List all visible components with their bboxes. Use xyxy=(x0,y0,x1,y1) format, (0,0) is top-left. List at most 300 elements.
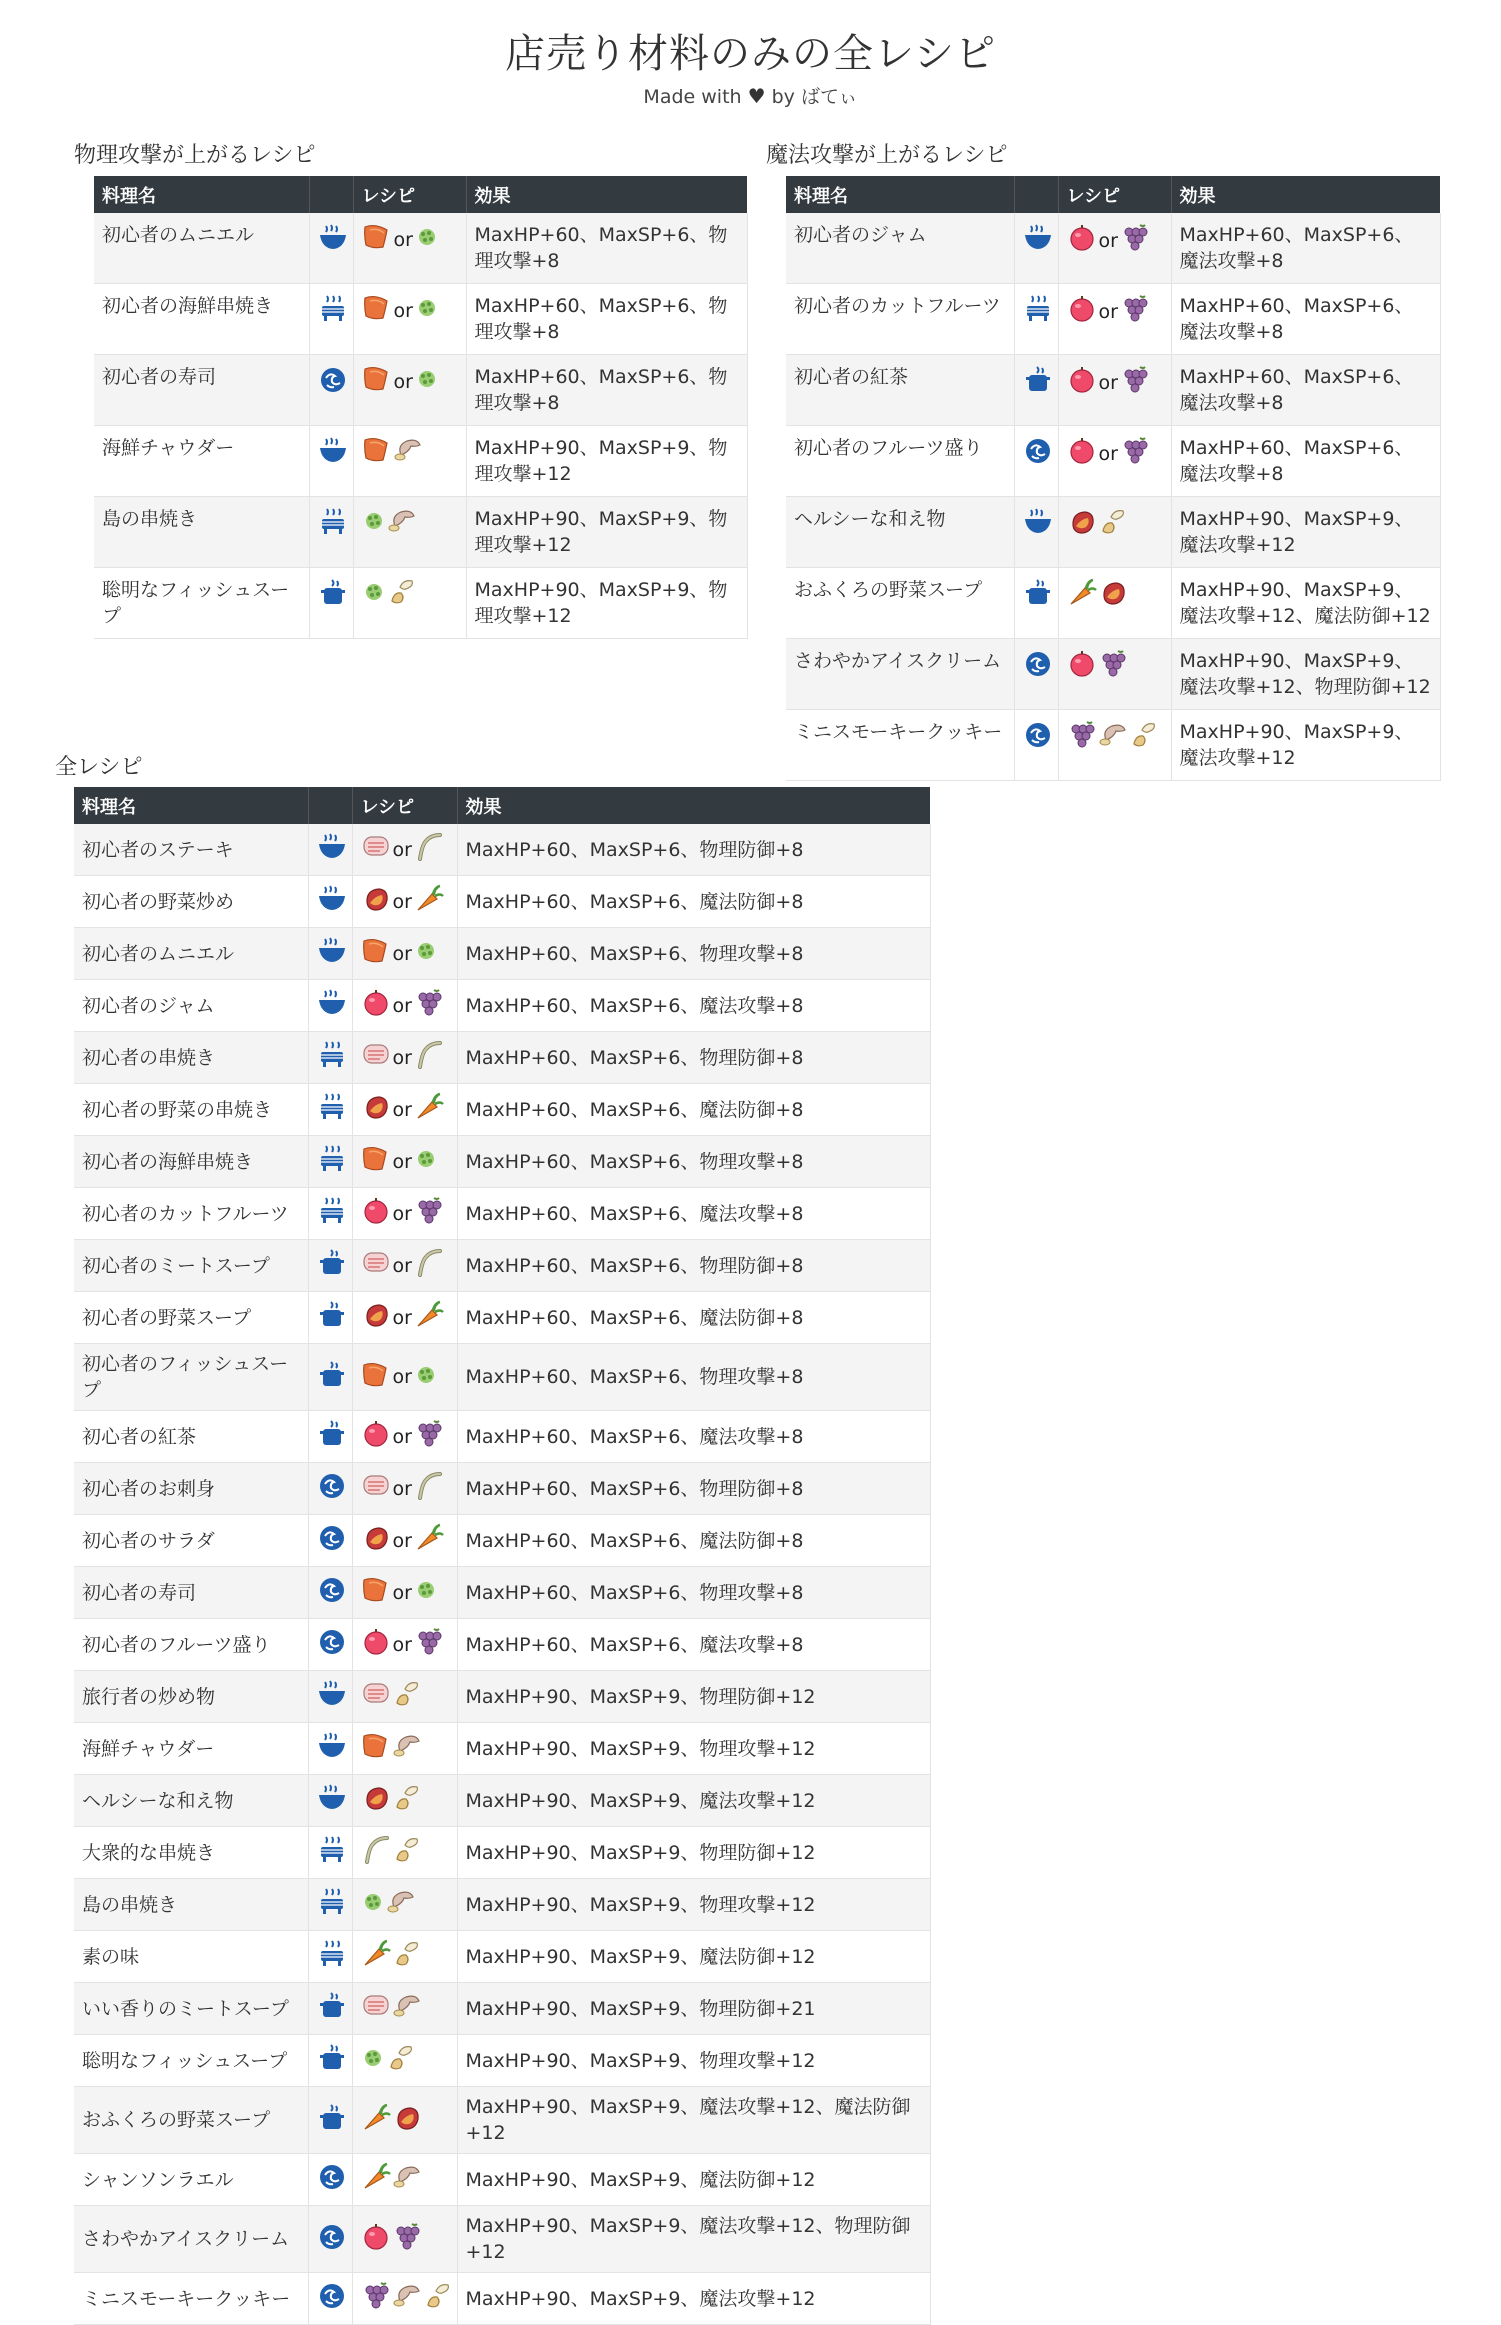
or-text: or xyxy=(393,228,413,251)
water-icon xyxy=(317,1626,347,1663)
col-header-recipe: レシピ xyxy=(1058,176,1171,213)
bean-icon xyxy=(392,1835,422,1870)
or-text: or xyxy=(392,1202,412,1225)
or-text: or xyxy=(1098,371,1118,394)
effect-text: MaxHP+90、MaxSP+9、物理攻撃+12 xyxy=(457,1879,930,1931)
herb-icon xyxy=(414,1577,438,1608)
shell-icon xyxy=(392,1991,422,2026)
carrot-icon xyxy=(361,1938,391,1975)
dish-name: 初心者の野菜炒め xyxy=(74,876,308,928)
water-icon xyxy=(1023,648,1053,685)
grill-icon xyxy=(318,293,348,330)
cooking-tool-cell xyxy=(308,1723,352,1775)
salmon-icon xyxy=(361,1731,391,1766)
table-row xyxy=(74,1240,930,1292)
bean-icon xyxy=(1098,507,1128,542)
dish-name: 初心者のフィッシュスープ xyxy=(74,1344,308,1411)
or-text: or xyxy=(392,942,412,965)
pan-icon xyxy=(317,883,347,920)
pan-icon xyxy=(317,1678,347,1715)
recipe-cell xyxy=(352,1567,457,1619)
recipe-cell xyxy=(352,2206,457,2273)
carrot-icon xyxy=(361,2102,391,2139)
dish-name: 初心者のカットフルーツ xyxy=(786,284,1014,355)
carrot-icon xyxy=(414,1091,444,1128)
cooking-tool-cell xyxy=(308,2087,352,2154)
dish-name: ヘルシーな和え物 xyxy=(786,497,1014,568)
shell-icon xyxy=(392,2281,422,2316)
apple-icon xyxy=(1067,435,1097,472)
effect-text: MaxHP+60、MaxSP+6、魔法防御+8 xyxy=(457,876,930,928)
herb-icon xyxy=(415,366,439,397)
effect-text: MaxHP+60、MaxSP+6、魔法攻撃+8 xyxy=(1171,213,1440,284)
effect-text: MaxHP+90、MaxSP+9、物理防御+12 xyxy=(457,1671,930,1723)
recipe-cell xyxy=(352,1344,457,1411)
dish-name: ミニスモーキークッキー xyxy=(786,710,1014,781)
dish-name: ヘルシーな和え物 xyxy=(74,1775,308,1827)
table-row xyxy=(74,2206,930,2273)
or-text: or xyxy=(392,1633,412,1656)
table-row xyxy=(74,2035,930,2087)
col-header-tool xyxy=(1014,176,1058,213)
cooking-tool-cell xyxy=(308,2273,352,2325)
cooking-tool-cell xyxy=(308,1411,352,1463)
col-header-tool xyxy=(309,176,353,213)
effect-text: MaxHP+90、MaxSP+9、物理防御+21 xyxy=(457,1983,930,2035)
recipe-cell xyxy=(1058,284,1171,355)
cooking-tool-cell xyxy=(308,1344,352,1411)
table-row xyxy=(786,213,1440,284)
effect-text: MaxHP+60、MaxSP+6、魔法攻撃+8 xyxy=(457,980,930,1032)
carrot-icon xyxy=(414,883,444,920)
cooking-tool-cell xyxy=(308,1292,352,1344)
grill-icon xyxy=(317,1195,347,1232)
col-header-recipe: レシピ xyxy=(353,176,466,213)
dish-name: 聡明なフィッシュスープ xyxy=(94,568,309,639)
effect-text: MaxHP+60、MaxSP+6、物理防御+8 xyxy=(457,824,930,876)
dish-name: さわやかアイスクリーム xyxy=(74,2206,308,2273)
cooking-tool-cell xyxy=(308,928,352,980)
grape-icon xyxy=(414,987,444,1024)
meat-icon xyxy=(361,1991,391,2026)
pan-icon xyxy=(317,1730,347,1767)
grill-icon xyxy=(317,1938,347,1975)
carrot-icon xyxy=(414,1299,444,1336)
meat-icon xyxy=(361,832,391,867)
or-text: or xyxy=(392,1306,412,1329)
table-row xyxy=(94,568,747,639)
pot-icon xyxy=(317,2102,347,2139)
table-row xyxy=(74,1084,930,1136)
grape-icon xyxy=(1120,222,1150,259)
cooking-tool-cell xyxy=(308,824,352,876)
salmon-icon xyxy=(361,1360,391,1395)
effect-text: MaxHP+60、MaxSP+6、物理防御+8 xyxy=(457,1463,930,1515)
grill-icon xyxy=(317,1886,347,1923)
mango-icon xyxy=(361,1522,391,1559)
carrot-icon xyxy=(414,1522,444,1559)
table-row xyxy=(74,2154,930,2206)
cooking-tool-cell xyxy=(308,1515,352,1567)
effect-text: MaxHP+90、MaxSP+9、魔法攻撃+12 xyxy=(457,2273,930,2325)
dish-name: 初心者の紅茶 xyxy=(74,1411,308,1463)
effect-text: MaxHP+90、MaxSP+9、魔法攻撃+12、物理防御+12 xyxy=(1171,639,1440,710)
pan-icon xyxy=(1023,222,1053,259)
recipe-cell xyxy=(352,2273,457,2325)
effect-text: MaxHP+90、MaxSP+9、魔法攻撃+12、物理防御+12 xyxy=(457,2206,930,2273)
apple-icon xyxy=(361,1418,391,1455)
effect-text: MaxHP+60、MaxSP+6、物理攻撃+8 xyxy=(466,213,747,284)
recipe-cell xyxy=(353,426,466,497)
meat-icon xyxy=(361,1040,391,1075)
bean-icon xyxy=(387,577,417,612)
recipe-cell xyxy=(352,2035,457,2087)
cooking-tool-cell xyxy=(1014,213,1058,284)
water-icon xyxy=(317,2280,347,2317)
shell-icon xyxy=(387,506,417,541)
cooking-tool-cell xyxy=(1014,639,1058,710)
cooking-tool-cell xyxy=(309,497,353,568)
recipe-cell xyxy=(352,1827,457,1879)
grape-icon xyxy=(1120,293,1150,330)
heart-icon: ♥ xyxy=(747,84,766,108)
col-header-name: 料理名 xyxy=(74,787,308,824)
recipe-cell xyxy=(352,1240,457,1292)
salmon-icon xyxy=(361,1144,391,1179)
herb-icon xyxy=(415,224,439,255)
worm-icon xyxy=(361,1834,391,1871)
col-header-name: 料理名 xyxy=(94,176,309,213)
recipe-cell xyxy=(352,1515,457,1567)
bean-icon xyxy=(392,1679,422,1714)
effect-text: MaxHP+60、MaxSP+6、魔法攻撃+8 xyxy=(457,1411,930,1463)
table-row xyxy=(94,426,747,497)
grill-icon xyxy=(317,1143,347,1180)
cooking-tool-cell xyxy=(308,1931,352,1983)
worm-icon xyxy=(414,1470,444,1507)
recipe-cell xyxy=(352,1723,457,1775)
recipe-cell xyxy=(1058,568,1171,639)
col-header-recipe: レシピ xyxy=(352,787,457,824)
effect-text: MaxHP+60、MaxSP+6、物理攻撃+8 xyxy=(457,1567,930,1619)
shell-icon xyxy=(393,435,423,470)
effect-text: MaxHP+60、MaxSP+6、物理攻撃+8 xyxy=(457,1344,930,1411)
recipe-cell xyxy=(352,1775,457,1827)
effect-text: MaxHP+60、MaxSP+6、物理攻撃+8 xyxy=(457,928,930,980)
dish-name: 海鮮チャウダー xyxy=(94,426,309,497)
dish-name: 初心者のフルーツ盛り xyxy=(74,1619,308,1671)
col-header-tool xyxy=(308,787,352,824)
or-text: or xyxy=(393,299,413,322)
water-icon xyxy=(317,2161,347,2198)
dish-name: 初心者のカットフルーツ xyxy=(74,1188,308,1240)
dish-name: 初心者の紅茶 xyxy=(786,355,1014,426)
dish-name: 初心者の寿司 xyxy=(74,1567,308,1619)
cooking-tool-cell xyxy=(308,980,352,1032)
table-row xyxy=(74,1292,930,1344)
recipe-cell xyxy=(1058,497,1171,568)
cooking-tool-cell xyxy=(308,1084,352,1136)
effect-text: MaxHP+60、MaxSP+6、物理攻撃+8 xyxy=(466,284,747,355)
recipe-cell xyxy=(352,824,457,876)
water-icon xyxy=(1023,435,1053,472)
recipe-cell xyxy=(352,1032,457,1084)
grill-icon xyxy=(317,1834,347,1871)
dish-name: いい香りのミートスープ xyxy=(74,1983,308,2035)
effect-text: MaxHP+90、MaxSP+9、物理攻撃+12 xyxy=(466,568,747,639)
dish-name: 島の串焼き xyxy=(94,497,309,568)
mango-icon xyxy=(1098,577,1128,614)
bean-icon xyxy=(1129,720,1159,755)
effect-text: MaxHP+60、MaxSP+6、魔法攻撃+8 xyxy=(457,1619,930,1671)
col-header-name: 料理名 xyxy=(786,176,1014,213)
magic-heading: 魔法攻撃が上がるレシピ xyxy=(766,143,1008,168)
or-text: or xyxy=(392,1046,412,1069)
page-title: 店売り材料のみの全レシピ xyxy=(505,31,996,77)
recipe-cell xyxy=(352,2154,457,2206)
salmon-icon xyxy=(362,222,392,257)
cooking-tool-cell xyxy=(309,213,353,284)
recipe-cell xyxy=(1058,426,1171,497)
table-row xyxy=(94,284,747,355)
recipe-cell xyxy=(352,1188,457,1240)
pan-icon xyxy=(318,222,348,259)
or-text: or xyxy=(393,370,413,393)
cooking-tool-cell xyxy=(308,1463,352,1515)
effect-text: MaxHP+60、MaxSP+6、魔法攻撃+8 xyxy=(1171,426,1440,497)
or-text: or xyxy=(392,1581,412,1604)
pot-icon xyxy=(1023,364,1053,401)
effect-text: MaxHP+90、MaxSP+9、物理攻撃+12 xyxy=(466,497,747,568)
table-row xyxy=(786,710,1440,781)
table-row xyxy=(74,1032,930,1084)
recipe-cell xyxy=(352,1931,457,1983)
cooking-tool-cell xyxy=(1014,284,1058,355)
dish-name: 聡明なフィッシュスープ xyxy=(74,2035,308,2087)
effect-text: MaxHP+60、MaxSP+6、物理防御+8 xyxy=(457,1032,930,1084)
pan-icon xyxy=(317,935,347,972)
pot-icon xyxy=(317,1247,347,1284)
effect-text: MaxHP+60、MaxSP+6、魔法攻撃+8 xyxy=(1171,284,1440,355)
pan-icon xyxy=(317,987,347,1024)
effect-text: MaxHP+90、MaxSP+9、物理攻撃+12 xyxy=(466,426,747,497)
table-row xyxy=(74,1463,930,1515)
apple-icon xyxy=(1067,293,1097,330)
recipe-cell xyxy=(353,213,466,284)
recipe-cell xyxy=(352,980,457,1032)
author-text: by ばてぃ xyxy=(771,86,858,108)
table-row xyxy=(74,1188,930,1240)
table-row xyxy=(74,1344,930,1411)
pot-icon xyxy=(317,1299,347,1336)
salmon-icon xyxy=(361,1575,391,1610)
all-heading: 全レシピ xyxy=(55,755,143,780)
shell-icon xyxy=(1098,720,1128,755)
bean-icon xyxy=(423,2281,453,2316)
table-row xyxy=(74,1931,930,1983)
dish-name: 初心者のムニエル xyxy=(94,213,309,284)
dish-name: 初心者のフルーツ盛り xyxy=(786,426,1014,497)
dish-name: 海鮮チャウダー xyxy=(74,1723,308,1775)
pan-icon xyxy=(318,435,348,472)
pan-icon xyxy=(317,1782,347,1819)
dish-name: 島の串焼き xyxy=(74,1879,308,1931)
worm-icon xyxy=(414,1039,444,1076)
col-header-effect: 効果 xyxy=(457,787,930,824)
cooking-tool-cell xyxy=(308,1240,352,1292)
dish-name: 初心者の串焼き xyxy=(74,1032,308,1084)
recipe-cell xyxy=(353,568,466,639)
cooking-tool-cell xyxy=(309,284,353,355)
recipe-cell xyxy=(352,1671,457,1723)
or-text: or xyxy=(1098,300,1118,323)
table-row xyxy=(74,1567,930,1619)
table-row xyxy=(74,1136,930,1188)
table-row xyxy=(786,426,1440,497)
cooking-tool-cell xyxy=(308,1827,352,1879)
apple-icon xyxy=(361,987,391,1024)
table-row xyxy=(74,1879,930,1931)
carrot-icon xyxy=(1067,577,1097,614)
apple-icon xyxy=(361,1195,391,1232)
or-text: or xyxy=(392,1150,412,1173)
cooking-tool-cell xyxy=(308,1983,352,2035)
cooking-tool-cell xyxy=(308,1879,352,1931)
pan-icon xyxy=(1023,506,1053,543)
bean-icon xyxy=(392,1939,422,1974)
table-row xyxy=(786,355,1440,426)
recipe-cell xyxy=(352,1084,457,1136)
or-text: or xyxy=(392,838,412,861)
physical-heading: 物理攻撃が上がるレシピ xyxy=(74,143,316,168)
recipe-cell xyxy=(1058,213,1171,284)
water-icon xyxy=(1023,719,1053,756)
meat-icon xyxy=(361,1679,391,1714)
pot-icon xyxy=(318,577,348,614)
table-row xyxy=(74,1411,930,1463)
mango-icon xyxy=(392,2102,422,2139)
table-row xyxy=(74,980,930,1032)
mango-icon xyxy=(361,1091,391,1128)
herb-icon xyxy=(414,1362,438,1393)
table-row xyxy=(74,1983,930,2035)
effect-text: MaxHP+60、MaxSP+6、魔法攻撃+8 xyxy=(1171,355,1440,426)
herb-icon xyxy=(361,1889,385,1920)
herb-icon xyxy=(362,579,386,610)
cooking-tool-cell xyxy=(1014,426,1058,497)
shell-icon xyxy=(392,2162,422,2197)
table-row xyxy=(74,2087,930,2154)
effect-text: MaxHP+90、MaxSP+9、物理攻撃+12 xyxy=(457,1723,930,1775)
grill-icon xyxy=(317,1091,347,1128)
worm-icon xyxy=(414,831,444,868)
water-icon xyxy=(317,2221,347,2258)
effect-text: MaxHP+60、MaxSP+6、魔法攻撃+8 xyxy=(457,1188,930,1240)
effect-text: MaxHP+60、MaxSP+6、魔法防御+8 xyxy=(457,1292,930,1344)
cooking-tool-cell xyxy=(308,1671,352,1723)
grape-icon xyxy=(392,2221,422,2258)
grape-icon xyxy=(1067,719,1097,756)
cooking-tool-cell xyxy=(1014,710,1058,781)
physical-recipe-table xyxy=(94,176,748,639)
dish-name: 旅行者の炒め物 xyxy=(74,1671,308,1723)
all-recipe-table xyxy=(74,787,931,2325)
cooking-tool-cell xyxy=(1014,355,1058,426)
dish-name: おふくろの野菜スープ xyxy=(786,568,1014,639)
effect-text: MaxHP+60、MaxSP+6、物理攻撃+8 xyxy=(466,355,747,426)
table-row xyxy=(74,876,930,928)
apple-icon xyxy=(1067,222,1097,259)
cooking-tool-cell xyxy=(309,355,353,426)
recipe-cell xyxy=(1058,710,1171,781)
herb-icon xyxy=(414,1146,438,1177)
dish-name: シャンソンラエル xyxy=(74,2154,308,2206)
table-row xyxy=(94,355,747,426)
recipe-cell xyxy=(352,1879,457,1931)
grill-icon xyxy=(1023,293,1053,330)
cooking-tool-cell xyxy=(309,426,353,497)
pot-icon xyxy=(1023,577,1053,614)
mango-icon xyxy=(361,883,391,920)
water-icon xyxy=(317,1522,347,1559)
cooking-tool-cell xyxy=(308,2154,352,2206)
dish-name: 初心者の海鮮串焼き xyxy=(94,284,309,355)
shell-icon xyxy=(386,1887,416,1922)
dish-name: 初心者のお刺身 xyxy=(74,1463,308,1515)
table-row xyxy=(786,568,1440,639)
worm-icon xyxy=(414,1247,444,1284)
bean-icon xyxy=(386,2043,416,2078)
cooking-tool-cell xyxy=(308,2206,352,2273)
grape-icon xyxy=(361,2280,391,2317)
effect-text: MaxHP+90、MaxSP+9、魔法防御+12 xyxy=(457,1931,930,1983)
effect-text: MaxHP+60、MaxSP+6、魔法防御+8 xyxy=(457,1515,930,1567)
dish-name: おふくろの野菜スープ xyxy=(74,2087,308,2154)
water-icon xyxy=(317,1470,347,1507)
effect-text: MaxHP+60、MaxSP+6、物理攻撃+8 xyxy=(457,1136,930,1188)
table-row xyxy=(74,928,930,980)
table-row xyxy=(94,213,747,284)
pan-icon xyxy=(317,831,347,868)
recipe-cell xyxy=(352,1292,457,1344)
effect-text: MaxHP+90、MaxSP+9、物理防御+12 xyxy=(457,1827,930,1879)
or-text: or xyxy=(392,1477,412,1500)
cooking-tool-cell xyxy=(308,1567,352,1619)
recipe-cell xyxy=(352,1411,457,1463)
or-text: or xyxy=(392,1254,412,1277)
dish-name: 初心者のミートスープ xyxy=(74,1240,308,1292)
recipe-cell xyxy=(1058,355,1171,426)
recipe-cell xyxy=(352,1136,457,1188)
dish-name: 大衆的な串焼き xyxy=(74,1827,308,1879)
table-row xyxy=(74,1775,930,1827)
grape-icon xyxy=(1120,435,1150,472)
cooking-tool-cell xyxy=(308,1032,352,1084)
grill-icon xyxy=(317,1039,347,1076)
table-row xyxy=(786,284,1440,355)
cooking-tool-cell xyxy=(308,1136,352,1188)
grape-icon xyxy=(414,1626,444,1663)
mango-icon xyxy=(361,1299,391,1336)
cooking-tool-cell xyxy=(308,1619,352,1671)
page-subtitle xyxy=(0,82,1501,109)
dish-name: さわやかアイスクリーム xyxy=(786,639,1014,710)
table-row xyxy=(786,639,1440,710)
recipe-cell xyxy=(1058,639,1171,710)
made-with-text: Made with xyxy=(643,86,742,108)
herb-icon xyxy=(415,295,439,326)
effect-text: MaxHP+90、MaxSP+9、魔法攻撃+12、魔法防御+12 xyxy=(1171,568,1440,639)
